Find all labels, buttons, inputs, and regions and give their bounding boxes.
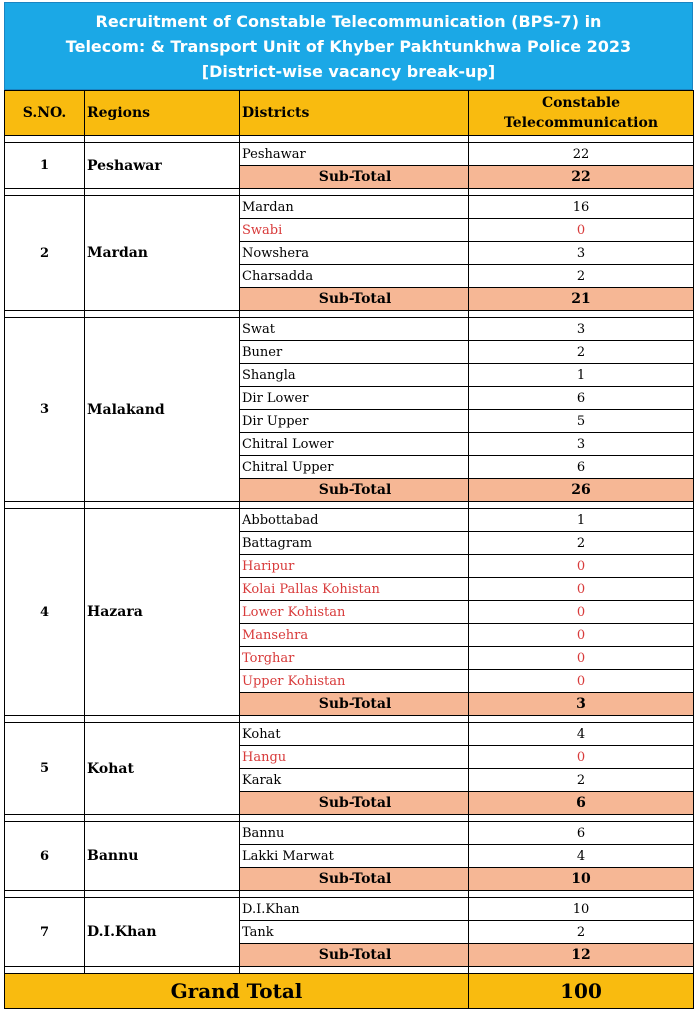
header-constable-line: Constable xyxy=(541,95,621,111)
spacer-cell xyxy=(85,189,240,196)
district-name: Kolai Pallas Kohistan xyxy=(240,578,469,601)
header-constable-telecommunication xyxy=(469,91,694,136)
district-name: Lower Kohistan xyxy=(240,601,469,624)
table-header xyxy=(5,91,694,136)
district-vacancy: 0 xyxy=(469,624,694,647)
district-name: Bannu xyxy=(240,822,469,845)
spacer-row xyxy=(5,815,694,822)
district-vacancy: 0 xyxy=(469,647,694,670)
spacer-cell xyxy=(5,891,85,898)
spacer-cell xyxy=(240,311,469,318)
district-name: Kohat xyxy=(240,723,469,746)
spacer-cell xyxy=(469,716,694,723)
spacer-cell xyxy=(469,311,694,318)
district-vacancy: 0 xyxy=(469,670,694,693)
subtotal-value: 3 xyxy=(469,693,694,716)
district-vacancy: 6 xyxy=(469,822,694,845)
region-sno: 3 xyxy=(5,318,85,502)
grand-total-value: 100 xyxy=(469,974,694,1009)
region-name: D.I.Khan xyxy=(85,898,240,967)
subtotal-label: Sub-Total xyxy=(240,693,469,716)
table-row xyxy=(5,196,694,219)
district-name: Chitral Lower xyxy=(240,433,469,456)
district-vacancy: 0 xyxy=(469,219,694,242)
district-vacancy: 2 xyxy=(469,769,694,792)
district-vacancy: 2 xyxy=(469,265,694,288)
region-sno: 1 xyxy=(5,143,85,189)
district-name: Charsadda xyxy=(240,265,469,288)
table-body xyxy=(5,136,694,1009)
region-sno: 7 xyxy=(5,898,85,967)
spacer-cell xyxy=(85,891,240,898)
grand-total-label: Grand Total xyxy=(5,974,469,1009)
district-vacancy: 0 xyxy=(469,746,694,769)
district-vacancy: 1 xyxy=(469,509,694,532)
spacer-cell xyxy=(5,815,85,822)
spacer-cell xyxy=(469,189,694,196)
district-vacancy: 0 xyxy=(469,555,694,578)
spacer-row xyxy=(5,716,694,723)
region-name: Mardan xyxy=(85,196,240,311)
spacer-cell xyxy=(5,502,85,509)
grand-total-row xyxy=(5,974,694,1009)
subtotal-value: 12 xyxy=(469,944,694,967)
district-name: Chitral Upper xyxy=(240,456,469,479)
district-vacancy: 4 xyxy=(469,845,694,868)
district-vacancy: 1 xyxy=(469,364,694,387)
district-name: Mansehra xyxy=(240,624,469,647)
district-name: Hangu xyxy=(240,746,469,769)
spacer-row xyxy=(5,189,694,196)
table-row xyxy=(5,509,694,532)
spacer-cell xyxy=(85,136,240,143)
spacer-cell xyxy=(469,891,694,898)
district-vacancy: 5 xyxy=(469,410,694,433)
subtotal-value: 22 xyxy=(469,166,694,189)
spacer-row xyxy=(5,967,694,974)
document-title xyxy=(4,2,693,90)
spacer-cell xyxy=(469,502,694,509)
table-row xyxy=(5,143,694,166)
spacer-row xyxy=(5,311,694,318)
district-vacancy: 3 xyxy=(469,318,694,341)
district-vacancy: 2 xyxy=(469,532,694,555)
spacer-cell xyxy=(240,815,469,822)
subtotal-value: 10 xyxy=(469,868,694,891)
spacer-row xyxy=(5,136,694,143)
district-vacancy: 6 xyxy=(469,387,694,410)
district-name: Dir Upper xyxy=(240,410,469,433)
table-row xyxy=(5,898,694,921)
district-name: D.I.Khan xyxy=(240,898,469,921)
table-row xyxy=(5,318,694,341)
subtotal-label: Sub-Total xyxy=(240,479,469,502)
region-sno: 6 xyxy=(5,822,85,891)
district-name: Buner xyxy=(240,341,469,364)
district-name: Abbottabad xyxy=(240,509,469,532)
district-vacancy: 2 xyxy=(469,921,694,944)
district-vacancy: 2 xyxy=(469,341,694,364)
subtotal-value: 26 xyxy=(469,479,694,502)
spacer-cell xyxy=(5,967,85,974)
spacer-cell xyxy=(240,136,469,143)
district-name: Torghar xyxy=(240,647,469,670)
district-name: Swat xyxy=(240,318,469,341)
subtotal-label: Sub-Total xyxy=(240,944,469,967)
district-name: Lakki Marwat xyxy=(240,845,469,868)
district-vacancy: 4 xyxy=(469,723,694,746)
title-line-2: Telecom: & Transport Unit of Khyber Pakhtunkhwa Police 2023 xyxy=(65,37,632,56)
subtotal-value: 21 xyxy=(469,288,694,311)
title-line-1: Recruitment of Constable Telecommunication (BPS-7) in xyxy=(95,12,602,31)
spacer-cell xyxy=(240,502,469,509)
spacer-cell xyxy=(240,189,469,196)
subtotal-label: Sub-Total xyxy=(240,792,469,815)
district-vacancy: 6 xyxy=(469,456,694,479)
spacer-cell xyxy=(85,716,240,723)
subtotal-label: Sub-Total xyxy=(240,166,469,189)
district-name: Haripur xyxy=(240,555,469,578)
district-name: Mardan xyxy=(240,196,469,219)
vacancy-table xyxy=(4,90,694,1009)
district-name: Tank xyxy=(240,921,469,944)
district-vacancy: 16 xyxy=(469,196,694,219)
region-name: Kohat xyxy=(85,723,240,815)
spacer-cell xyxy=(469,815,694,822)
vacancy-document xyxy=(4,2,693,1009)
spacer-cell xyxy=(240,967,469,974)
region-sno: 4 xyxy=(5,509,85,716)
title-line-3: [District-wise vacancy break-up] xyxy=(201,62,496,81)
district-vacancy: 10 xyxy=(469,898,694,921)
region-name: Bannu xyxy=(85,822,240,891)
district-vacancy: 0 xyxy=(469,578,694,601)
district-vacancy: 22 xyxy=(469,143,694,166)
region-name: Malakand xyxy=(85,318,240,502)
spacer-row xyxy=(5,891,694,898)
spacer-cell xyxy=(5,136,85,143)
spacer-cell xyxy=(469,136,694,143)
district-vacancy: 3 xyxy=(469,242,694,265)
district-vacancy: 3 xyxy=(469,433,694,456)
district-name: Upper Kohistan xyxy=(240,670,469,693)
spacer-cell xyxy=(85,967,240,974)
district-name: Karak xyxy=(240,769,469,792)
region-sno: 5 xyxy=(5,723,85,815)
spacer-cell xyxy=(5,716,85,723)
spacer-row xyxy=(5,502,694,509)
spacer-cell xyxy=(240,891,469,898)
district-vacancy: 0 xyxy=(469,601,694,624)
header-sno: S.NO. xyxy=(5,91,85,136)
region-name: Hazara xyxy=(85,509,240,716)
district-name: Shangla xyxy=(240,364,469,387)
header-telecom-line: Telecommunication xyxy=(503,115,658,131)
spacer-cell xyxy=(240,716,469,723)
table-row xyxy=(5,723,694,746)
spacer-cell xyxy=(85,502,240,509)
subtotal-label: Sub-Total xyxy=(240,288,469,311)
district-name: Nowshera xyxy=(240,242,469,265)
spacer-cell xyxy=(469,967,694,974)
spacer-cell xyxy=(5,189,85,196)
subtotal-label: Sub-Total xyxy=(240,868,469,891)
region-name: Peshawar xyxy=(85,143,240,189)
district-name: Peshawar xyxy=(240,143,469,166)
region-sno: 2 xyxy=(5,196,85,311)
spacer-cell xyxy=(85,311,240,318)
subtotal-value: 6 xyxy=(469,792,694,815)
table-row xyxy=(5,822,694,845)
district-name: Dir Lower xyxy=(240,387,469,410)
header-districts: Districts xyxy=(240,91,469,136)
district-name: Battagram xyxy=(240,532,469,555)
spacer-cell xyxy=(5,311,85,318)
header-regions: Regions xyxy=(85,91,240,136)
spacer-cell xyxy=(85,815,240,822)
district-name: Swabi xyxy=(240,219,469,242)
